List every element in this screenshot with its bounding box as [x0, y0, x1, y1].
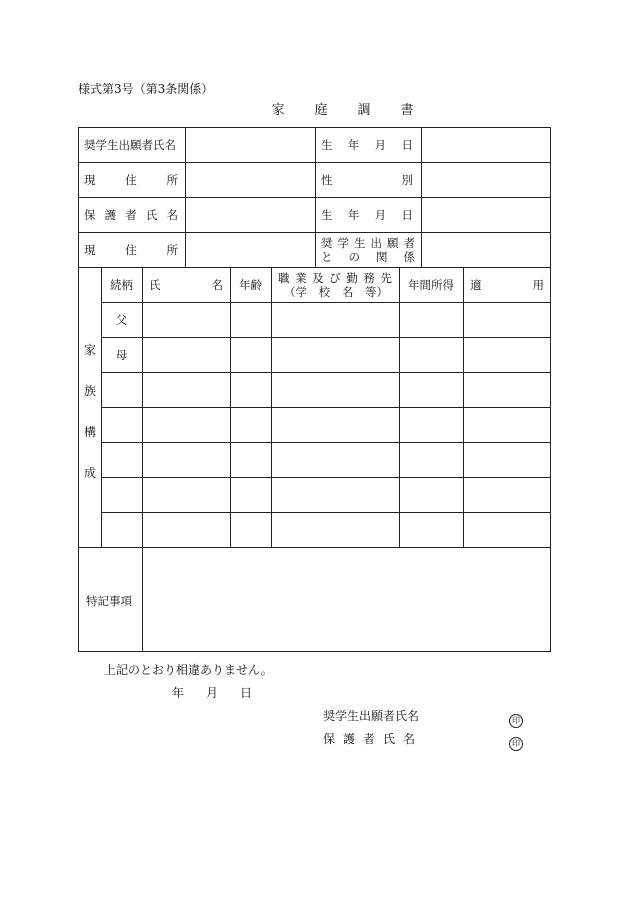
family-composition-label: 家 族 構 成	[83, 343, 96, 480]
col-income-header: 年間所得	[408, 278, 454, 292]
special-notes-label: 特記事項	[86, 594, 132, 608]
relation-field[interactable]	[421, 233, 550, 267]
applicant-birth-field[interactable]	[421, 128, 550, 162]
applicant-birth-label: 生 年 月 日	[321, 138, 413, 152]
date-line: 年 月 日	[172, 686, 252, 700]
relation-label: 奨 学 生 出 願 者 と の 関 係	[321, 236, 415, 264]
special-notes-field[interactable]	[143, 548, 550, 651]
address2-label: 現 住 所	[84, 243, 178, 257]
col-remarks-header: 適 用	[470, 278, 544, 292]
family-row-relation: 母	[115, 348, 128, 362]
col-relation-header: 続柄	[110, 278, 133, 292]
signature-guardian-label: 保 護 者 氏 名	[323, 732, 415, 746]
document-title: 家 庭 調 書	[271, 103, 414, 118]
address1-field[interactable]	[185, 163, 315, 197]
guardian-birth-label: 生 年 月 日	[321, 208, 413, 222]
guardian-name-label: 保 護 者 氏 名	[84, 208, 178, 222]
address2-field[interactable]	[185, 233, 315, 267]
col-age-header: 年齢	[239, 278, 262, 292]
col-name-header: 氏 名	[149, 278, 223, 292]
seal-icon: 印	[509, 708, 523, 728]
seal-icon: 印	[509, 731, 523, 751]
applicant-name-field[interactable]	[185, 128, 315, 162]
sex-field[interactable]	[421, 163, 550, 197]
declaration-text: 上記のとおり相違ありません。	[104, 663, 273, 677]
signature-applicant-label: 奨学生出願者氏名	[323, 709, 420, 723]
col-occupation-header: 職 業 及 び 勤 務 先 （学 校 名 等）	[278, 271, 392, 299]
address1-label: 現 住 所	[84, 173, 178, 187]
form-number: 様式第3号（第3条関係）	[78, 82, 214, 96]
guardian-birth-field[interactable]	[421, 198, 550, 232]
family-row-relation: 父	[115, 313, 128, 327]
applicant-name-label: 奨学生出願者氏名	[84, 138, 176, 152]
sex-label: 性 別	[321, 173, 413, 187]
guardian-name-field[interactable]	[185, 198, 315, 232]
